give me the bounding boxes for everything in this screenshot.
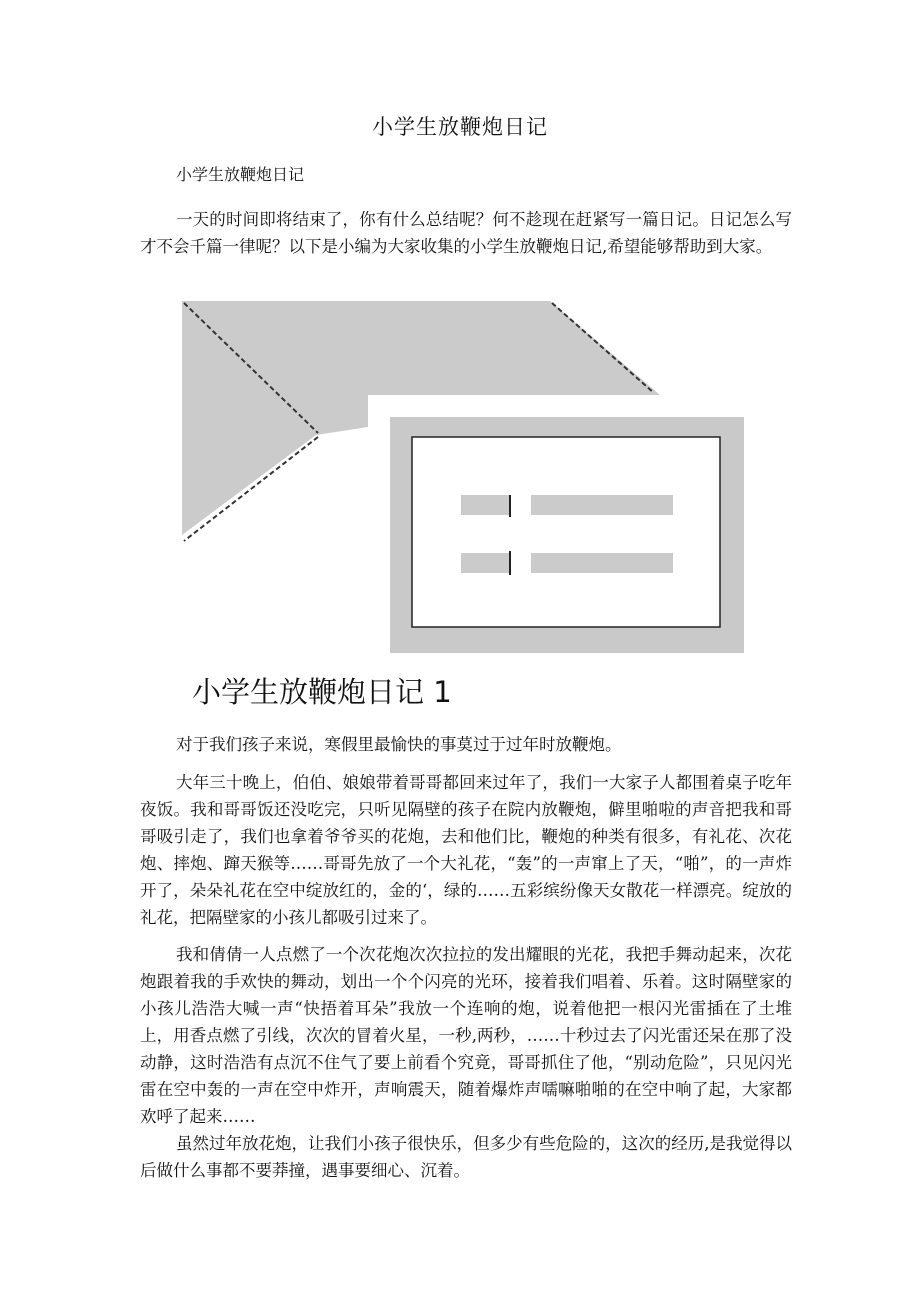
- document-banner-icon: [178, 297, 746, 655]
- card-line-short-1: [461, 495, 511, 515]
- card-line-long-2: [531, 553, 673, 573]
- document-title: 小学生放鞭炮日记: [372, 115, 548, 139]
- document-subtitle: 小学生放鞭炮日记: [176, 165, 305, 184]
- card-line-short-2: [461, 553, 511, 573]
- intro-paragraph: 一天的时间即将结束了，你有什么总结呢？何不趁现在赶紧写一篇日记。日记怎么写才不会千篇一律呢？以下是小编为大家收集的小学生放鞭炮日记,希望能够帮助到大家。: [140, 210, 792, 256]
- section-heading: 小学生放鞭炮日记 1: [192, 675, 452, 709]
- card-line-long-1: [531, 495, 673, 515]
- card-body: [412, 437, 720, 627]
- body-paragraph-4: 虽然过年放花炮，让我们小孩子很快乐，但多少有些危险的，这次的经历,是我觉得以后做什么事都不要莽撞，遇事要细心、沉着。: [140, 1134, 792, 1180]
- body-paragraph-2: 大年三十晚上，伯伯、娘娘带着哥哥都回来过年了，我们一大家子人都围着桌子吃年夜饭。我和哥哥饭还没吃完，只听见隔壁的孩子在院内放鞭炮，僻里啪啦的声音把我和哥哥吸引走了，我们也拿着爷爷买的花炮，去和他们比，鞭炮的种类有很多，有礼花、次花炮、摔炮、蹿天猴等……哥哥先放了一个大礼花，“轰”的一声窜上了天，“啪”，的一声炸开了，朵朵礼花在空中绽放红的，金的‘，绿的……五彩缤纷像天女散花一样漂亮。绽放的礼花，把隔壁家的小孩儿都吸引过来了。: [140, 773, 792, 927]
- body-paragraph-3: 我和倩倩一人点燃了一个次花炮次次拉拉的发出耀眼的光花，我把手舞动起来，次花炮跟着我的手欢快的舞动，划出一个个闪亮的光环，接着我们唱着、乐着。这时隔壁家的小孩儿浩浩大喊一声“快捂着耳朵”我放一个连响的炮，说着他把一根闪光雷插在了土堆上，用香点燃了引线，次次的冒着火星，一秒,两秒，……十秒过去了闪光雷还呆在那了没动静，这时浩浩有点沉不住气了要上前看个究竟，哥哥抓住了他，“别动危险”，只见闪光雷在空中轰的一声在空中炸开，声响震天，随着爆炸声嚅嘛啪啪的在空中响了起，大家都欢呼了起来……: [140, 945, 792, 1126]
- body-paragraph-1: 对于我们孩子来说，寒假里最愉快的事莫过于过年时放鞭炮。: [176, 735, 622, 754]
